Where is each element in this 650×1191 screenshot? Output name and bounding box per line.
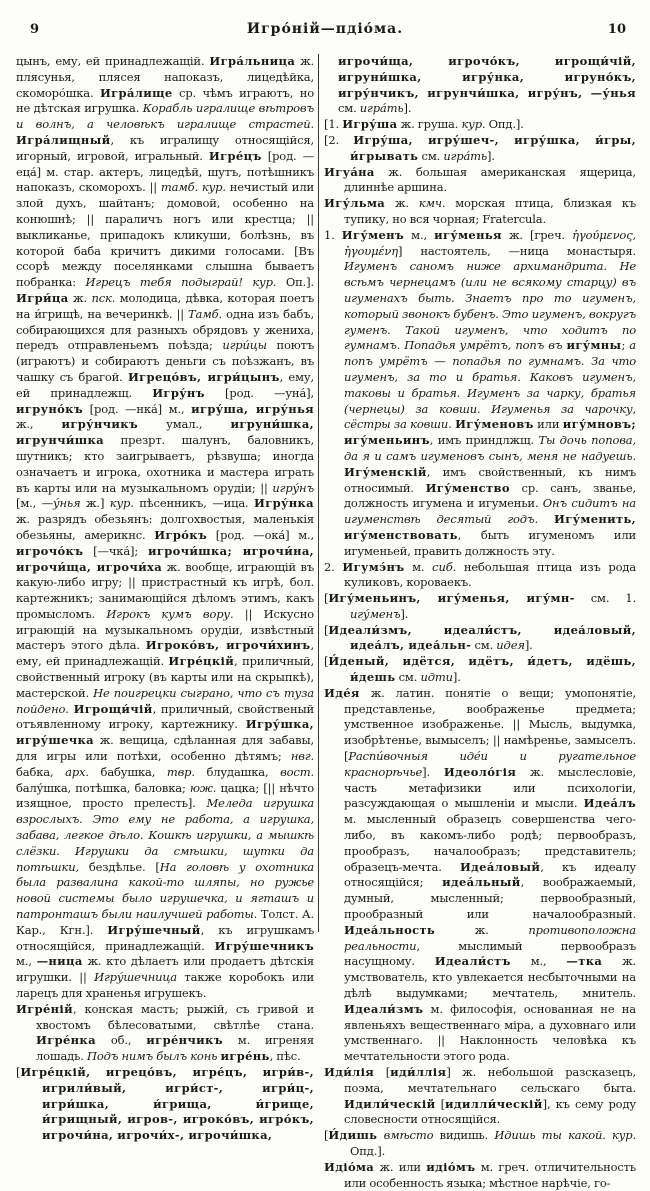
right-column <box>324 54 636 1191</box>
entry-idioma: Идіо́ма ж. или идіо́мъ м. греч. отличительность или особенность языка; мѣстное нарѣчіе, го- <box>324 1159 636 1190</box>
entry-igumen-2: 2. Игумэ́нъ м. сиб. небольшая птица изъ рода куликовъ, короваекъ. <box>324 559 636 590</box>
entry-ideya: Иде́я ж. латин. понятіе о вещи; умопонятіе, представленье, воображенье предмета; умственное изображенье. || Мысль, выдумка, изобрѣтенье, вымыселъ; || намѣренье, замыселъ. [Распи́вочныя иде́и и ругательное краснорѣчье]. Идеоло́гія ж. мыслесловіе, часть метафизики или психологіи, разсуждающая о мышленіи и мысли. Идеа́лъ м. мысленный образецъ совершенства чего-либо, въ какомъ-либо родѣ; первообразъ, прообразъ, началообразъ; представитель; образецъ-мечта. Идеа́ловый, къ идеалу относящійся; идеа́льный, воображаемый, думный, мысленный; первообразный, прообразный или началообразный. Идеа́льность ж. противоположна реальности, мыслимый первообразъ насущному. Идеали́стъ м., —тка ж. умствователь, кто увлекается несбыточными на дѣлѣ выдумками; мечтатель, мнитель. Идеали́змъ м. философія, основанная не на явленьяхъ вещественнаго міра, а духовнаго или умственнаго. || Наклонность человѣка къ мечтательности этого рода. <box>324 685 637 1064</box>
entry-igulma: Игу́льма ж. кмч. морская птица, близкая къ тупику, но вся чорная; Fratercula. <box>324 196 636 226</box>
entry-iguana: Игуа́на ж. большая американская ящерица, длиннѣе аршина. <box>324 164 636 195</box>
entry-continuation: цынъ, ему, ей принадлежащій. Игра́льница ж. плясунья, плясея напоказъ, лицедѣйка, скоморо́шка. Игра́лище ср. чѣмъ играютъ, но не дѣтская игрушка. Корабль игралище вѣтровъ и волнъ, а человѣкъ игралище страстей. Игра́лищный, къ игралищу относящійся, игорный, игровой, игральный. Игре́цъ [род. —еца́] м. стар. актеръ, лицедѣй, шутъ, потѣшникъ напоказъ, скоморохъ. || тамб. кур. нечистый или злой духъ, шайтанъ; домовой, особенно на конюшнѣ; || параличъ ногъ или крестца; || выкликанье, припадокъ кликуши, болѣзнь, въ которой баба кричитъ дикими голосами. [Въ ссорѣ между поселянками слышна бываетъ побранка: Игрецъ тебя подыграй! кур. Оп.]. Игри́ца ж. пск. молодица, дѣвка, которая поетъ на и́грищѣ, на вечеринкѣ. || Тамб. одна изъ бабъ, собирающихся для разныхъ обрядовъ у жениха, передъ отправленьемъ поѣзда; игри́цы поютъ (играютъ) и собираютъ деньги съ поѣзжанъ, въ чашку съ брагой. Игрецо́въ, игри́цынъ, ему, ей принадлежщ. Игру́нъ [род. —уна́], игруно́къ [род. —нка́] м., игру́ша, игру́нья ж., игру́нчикъ умал., игруни́шка, игрунчи́шка презрт. шалунъ, баловникъ, шутникъ; кто заигрываетъ, рѣзвуша; иногда означаетъ и игрока, охотника и мастера играть въ карты или на музыкальномъ орудіи; || игру́нъ [м., —у́нья ж.] кур. пѣсенникъ, —ица. Игру́нка ж. разрядъ обезьянъ: долгохвостыя, маленькія обезьяны, америкнс. Игро́къ [род. —ока́] м., игрочо́къ [—чка́]; игрочи́шка; игрочи́на, игрочи́ща, игрочи́ха ж. вообще, играющій въ какую-либо игру; || пристрастный къ игрѣ, бол. картежникъ; занимающійся дѣломъ этимъ, какъ промысломъ. Игрокъ кумъ вору. || Искусно играющій на музыкальномъ орудіи, извѣстный мастеръ этого дѣла. Игроко́въ, игрочи́хинъ, ему, ей принадлежащій. Игре́цкій, приличный, свойственный игроку (въ карты или на скрыпкѣ), мастерской. Не поигрецки сыграно, что съ туза пойдено. Игрощи́чій, приличный, свойственый отъявленному игроку, картежнику. Игру́шка, игру́шечка ж. вещица, сдѣланная для забавы, для игры или потѣхи, особенно дѣтямъ; нвг. бабка, арх. бабушка, твр. блудашка, вост. балу́шка, потѣшка, баловка; юж. цацка; [|| нѣчто изящное, просто прелесть]. Меледа игрушка взрослыхъ. Это ему не работа, а игрушка, забава, легкое дѣло. Кошкѣ игрушки, а мышкѣ слёзки. Игрушки да смѣшки, шутки да потѣшки, бездѣлье. [На головѣ у охотника была развалина какой-то шляпы, но ружье новой системы было игрушечка, и ягташъ и патронташъ были наилучшей работы. Толст. А. Кар., Кгн.]. Игру́шечный, къ игрушкамъ относящійся, принадлежащій. Игру́шечникъ м., —ница ж. кто дѣлаетъ или продаетъ дѣтскія игрушки. || Игру́шечница также коробокъ или ларецъ для храненья игрушекъ. <box>16 54 315 1001</box>
entry-idiliya: Иди́лія [иди́ллія] ж. небольшой разсказецъ, поэма, мечтательнаго сельскаго быта. Идили́ческій [идилли́ческій], къ сему роду словесности относящійся. <box>324 1065 636 1127</box>
running-head: Игро́ній—пдіо́ма. <box>246 21 404 37</box>
column-divider <box>318 54 319 932</box>
left-column <box>16 54 314 1144</box>
cross-reference-idish: [И́дишь вмѣсто видишь. Идишь ты какой. кур. Опд.]. <box>324 1128 636 1158</box>
entry-igumen-1: 1. Игу́менъ м., игу́менья ж. [греч. ἡγούμενος, ἡγουμένη] настоятель, —ница монастыря. Игуменъ саномъ ниже архимандрита. Не всѣмъ чернецамъ (или не всякому старцу) въ игуменахъ быть. Знаетъ про то игуменъ, который звонокъ бубенъ. Это игуменъ, вокругъ гуменъ. Такой игуменъ, что ходитъ по гумнамъ. Попадья умрётъ, попъ въ игу́мны; а попъ умрётъ — попадья по гумнамъ. За что игуменъ, за то и братья. Каковъ игуменъ, таковы и братья. Игуменъ за чарку, братья (чернецы) за ковши. Игуменья за чарочку, сёстры за ковши. Игу́меновъ или игу́мновъ; игу́меньинъ, имъ приндлжщ. Ты дочь попова, да я и самъ игуменовъ сынъ, меня не надуешь. Игу́менскій, имъ свойственный, къ нимъ относимый. Игу́менство ср. санъ, званье, должность игумена и игуменьи. Онъ сидитъ на игуменствѣ десятый годъ. Игу́менить, игу́менствовать, быть игуменомъ или игуменьей, править должность эту. <box>324 227 637 558</box>
page-number-right: 10 <box>607 22 626 37</box>
entry-igreniy: Игре́ній, конская масть; рыжій, съ гривой и хвостомъ бѣлесоватыми, свѣтлѣе стана. Игре́нка об., игре́нчикъ м. игреняя лошадь. Подъ нимъ былъ конь игре́нь, пѣс. <box>16 1001 314 1064</box>
cross-reference-igrusha-1: [1. Игру́ша ж. груша. кур. Опд.]. <box>324 117 524 132</box>
cross-reference-igretskiy: [Игре́цкій, игрецо́въ, игре́цъ, игри́в-, игрили́вый, игри́ст-, игри́ц-, игри́шка, и́грища, и́грище, и́грищный, игров-, игроко́въ, игро́къ, игрочи́на, игрочи́х-, игрочи́шка, <box>16 1065 314 1143</box>
cross-reference-igumenin: [Игу́меньинъ, игу́менья, игу́мн- см. 1. игу́менъ]. <box>324 591 636 621</box>
page-number-left: 9 <box>30 22 40 37</box>
page-body <box>0 44 650 1191</box>
cross-reference-igrusha-2: [2. Игру́ша, игру́шеч-, игру́шка, и́гры, и́грывать см. игра́ть]. <box>324 132 636 163</box>
cross-reference-continuation: игрочи́ща, игрочо́къ, игрощи́чій, игруни́шка, игру́нка, игруно́къ, игру́нчикъ, игрунчи́шка, игру́нъ, —у́нья см. игра́ть]. <box>338 54 636 116</box>
cross-reference-idealizm: [Идеали́змъ, идеали́стъ, идеа́ловый, идеа́лъ, идеа́льн- см. идея]. <box>324 622 636 653</box>
cross-reference-idenyy: [И́деный, идётся, идётъ, и́детъ, идёшь, и́дешь см. идти]. <box>324 654 636 685</box>
page-header <box>0 0 650 44</box>
